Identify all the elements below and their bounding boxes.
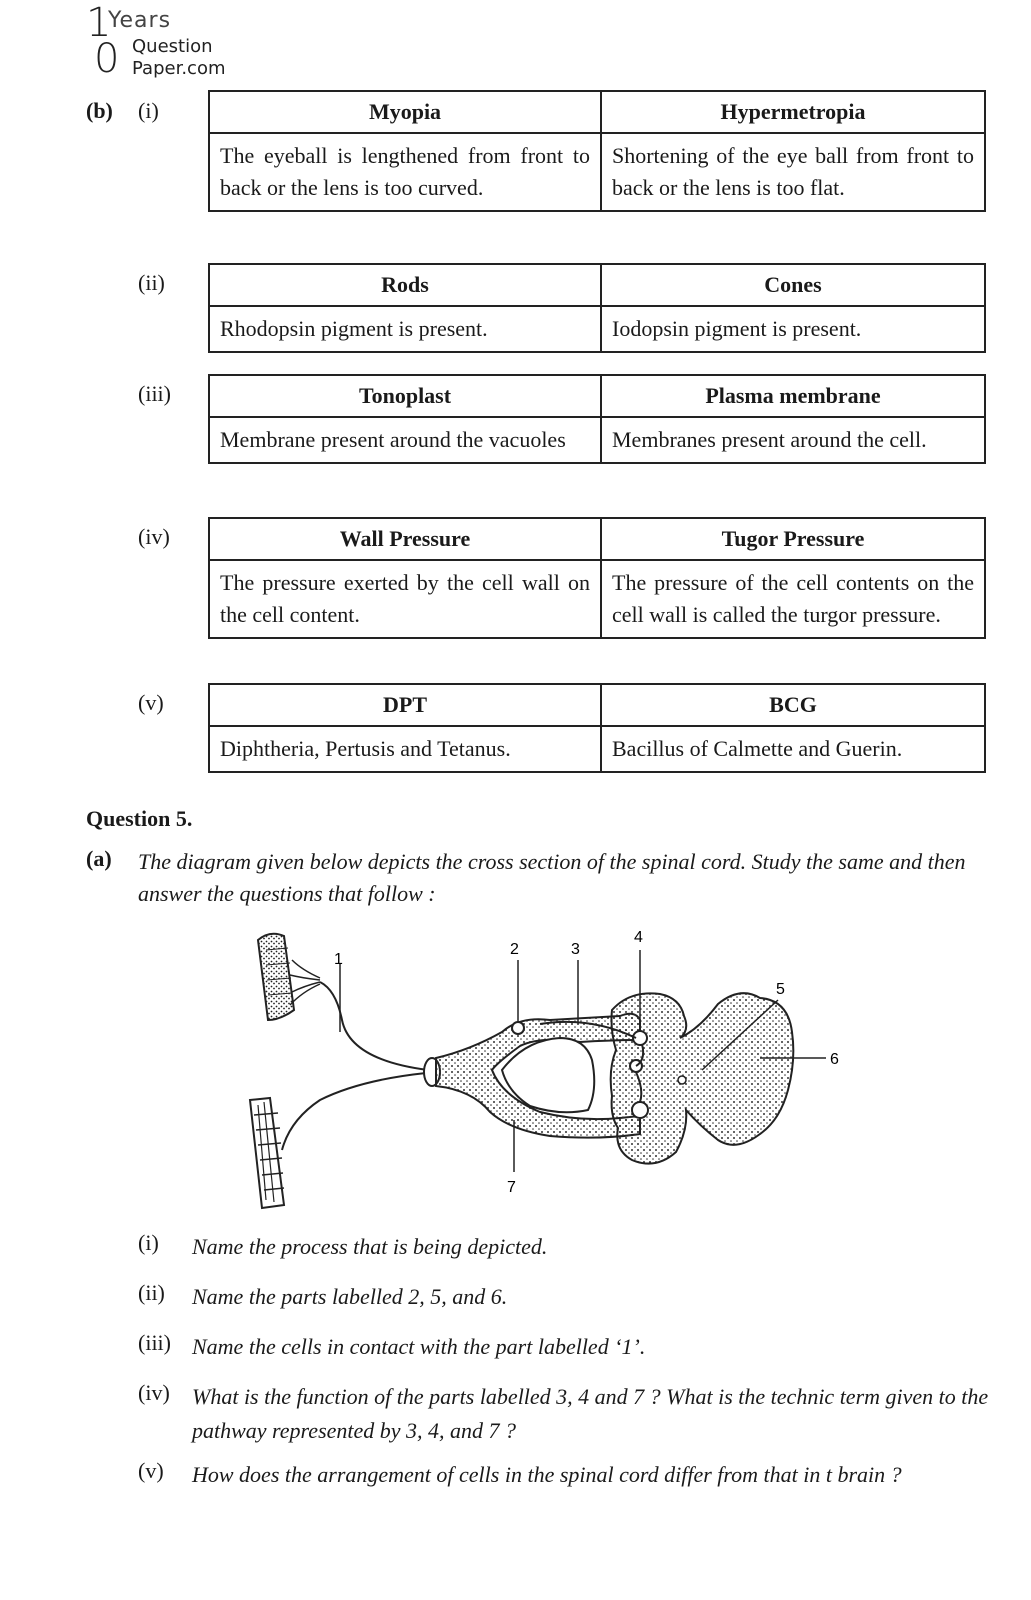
table-head-right: Plasma membrane [601,375,985,417]
table-head-left: Tonoplast [209,375,601,417]
item-number: (v) [138,690,164,715]
subquestion [138,1458,1018,1534]
question-intro: The diagram given below depicts the cross section of the spinal cord. Study the same and then answer the questions that follow : [138,849,966,906]
diagram-label-6: 6 [830,1051,839,1068]
table-cell-right: Membranes present around the cell. [601,417,985,463]
spinal-cord-diagram [240,920,860,1220]
subquestion-text: What is the function of the parts labelled 3, 4 and 7 ? What is the technic term given to the pathway represented by 3, 4, and 7 ? [192,1384,989,1443]
subquestion-number: (iii) [138,1330,171,1355]
table-head-right: Cones [601,264,985,306]
effector-muscle [250,1098,284,1208]
table-cell-left: Membrane present around the vacuoles [209,417,601,463]
diagram-label-3: 3 [571,941,580,958]
subquestion [138,1280,1018,1320]
diagram-label-1: 1 [334,951,343,968]
subquestion-number: (iv) [138,1380,170,1405]
part-a-label: (a) [86,846,112,871]
logo-digit-zero: 0 [94,36,120,82]
comparison-table-rods [208,263,986,353]
item-number: (i) [138,98,159,123]
table-head-left: Myopia [209,91,601,133]
diagram-label-4: 4 [634,929,643,946]
logo-paper: Paper.com [132,58,226,79]
logo-years: Years [108,8,172,33]
table-head-right: BCG [601,684,985,726]
table-cell-left: The eyeball is lengthened from front to back or the lens is too curved. [209,133,601,211]
table-cell-left: Rhodopsin pigment is present. [209,306,601,352]
table-head-right: Tugor Pressure [601,518,985,560]
item-number: (ii) [138,270,165,295]
table-cell-right: The pressure of the cell contents on the cell wall is called the turgor pressure. [601,560,985,638]
item-number: (iv) [138,524,170,549]
subquestion-text: Name the process that is being depicted. [192,1234,548,1259]
subquestion-text: Name the cells in contact with the part labelled ‘1’. [192,1334,646,1359]
logo-digit-one: 1 [86,0,112,46]
diagram-label-2: 2 [510,941,519,958]
item-number: (iii) [138,381,171,406]
comparison-table-myopia [208,90,986,212]
table-head-right: Hypermetropia [601,91,985,133]
comparison-table-tonoplast [208,374,986,464]
subquestion [138,1380,1018,1456]
table-head-left: Wall Pressure [209,518,601,560]
comparison-table-pressure [208,517,986,639]
table-head-left: Rods [209,264,601,306]
site-logo [86,0,246,82]
diagram-label-5: 5 [776,981,785,998]
comparison-table-vaccines [208,683,986,773]
table-cell-right: Bacillus of Calmette and Guerin. [601,726,985,772]
table-cell-left: Diphtheria, Pertusis and Tetanus. [209,726,601,772]
table-cell-right: Iodopsin pigment is present. [601,306,985,352]
table-cell-left: The pressure exerted by the cell wall on the cell content. [209,560,601,638]
table-head-left: DPT [209,684,601,726]
subquestion-number: (v) [138,1458,164,1483]
subquestion-text: How does the arrangement of cells in the spinal cord differ from that in t brain ? [192,1462,902,1487]
subquestion [138,1330,1018,1370]
logo-question: Question [132,36,213,57]
diagram-label-7: 7 [507,1179,516,1196]
part-b-label: (b) [86,98,113,123]
table-cell-right: Shortening of the eye ball from front to back or the lens is too flat. [601,133,985,211]
subquestion-number: (i) [138,1230,159,1255]
receptor-skin [258,934,294,1020]
subquestion [138,1230,1018,1270]
subquestion-text: Name the parts labelled 2, 5, and 6. [192,1284,508,1309]
question-title: Question 5. [86,806,193,831]
subquestion-number: (ii) [138,1280,165,1305]
